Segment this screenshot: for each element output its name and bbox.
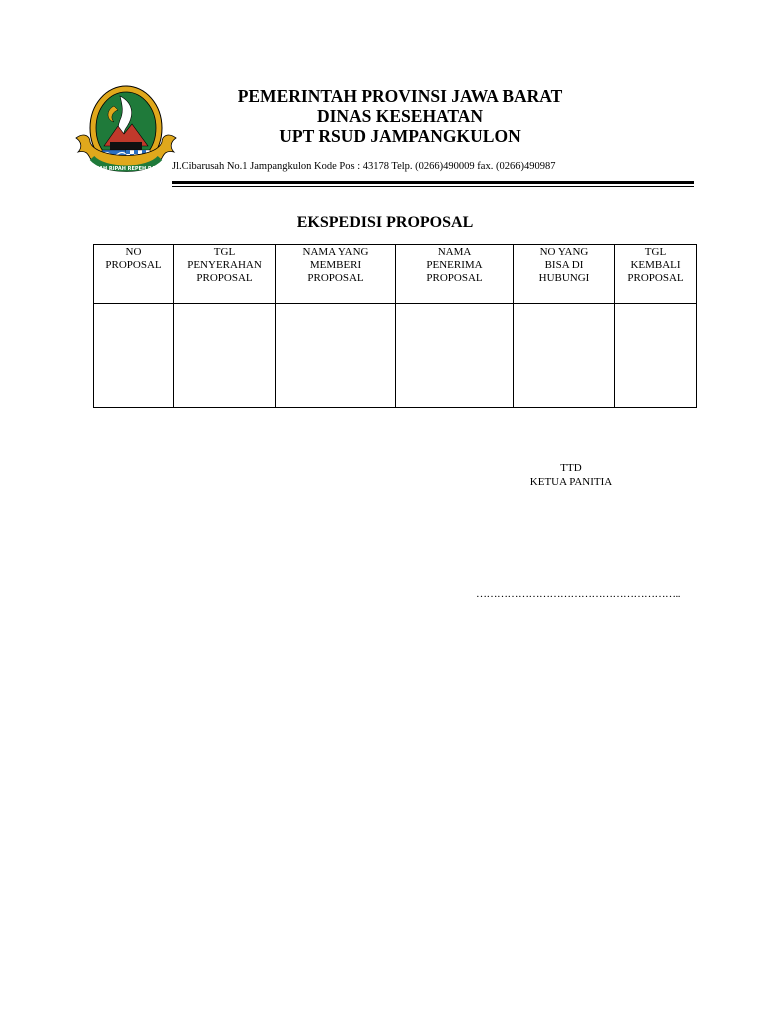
signature-block	[496, 461, 646, 489]
header-hospital: UPT RSUD JAMPANGKULON	[279, 126, 521, 146]
table-cell-nama-penerima[interactable]	[396, 304, 514, 408]
logo-motto-text: GEMAH RIPAH REPEH RAPIH	[86, 166, 166, 172]
column-header-nama-pemberi: NAMA YANG MEMBERI PROPOSAL	[276, 245, 396, 304]
signature-ttd-label: TTD	[560, 462, 582, 474]
signature-role-label: KETUA PANITIA	[529, 476, 613, 488]
table-cell-nama-pemberi[interactable]	[276, 304, 396, 408]
header-divider-thick	[172, 181, 694, 184]
header-divider-thin	[172, 186, 694, 187]
document-title: EKSPEDISI PROPOSAL	[296, 214, 474, 231]
header-province: PEMERINTAH PROVINSI JAWA BARAT	[237, 86, 563, 106]
proposal-expedition-table	[93, 244, 697, 408]
column-header-nama-penerima: NAMA PENERIMA PROPOSAL	[396, 245, 514, 304]
table-row	[94, 304, 697, 408]
table-header-row	[94, 245, 697, 304]
table-cell-no-proposal[interactable]	[94, 304, 174, 408]
institution-header	[200, 86, 600, 146]
header-department: DINAS KESEHATAN	[316, 106, 484, 126]
table-cell-tgl-penyerahan[interactable]	[174, 304, 276, 408]
column-header-no-proposal: NO PROPOSAL	[94, 245, 174, 304]
table-cell-tgl-kembali[interactable]	[615, 304, 697, 408]
column-header-tgl-kembali: TGL KEMBALI PROPOSAL	[615, 245, 697, 304]
column-header-no-kontak: NO YANG BISA DI HUBUNGI	[514, 245, 615, 304]
signature-dotted-line: …………………………………………………..	[476, 588, 680, 600]
header-address: Jl.Cibarusah No.1 Jampangkulon Kode Pos : 43178 Telp. (0266)490009 fax. (0266)490987	[172, 161, 556, 172]
table-cell-no-kontak[interactable]	[514, 304, 615, 408]
province-emblem-logo	[70, 84, 180, 186]
column-header-tgl-penyerahan: TGL PENYERAHAN PROPOSAL	[174, 245, 276, 304]
